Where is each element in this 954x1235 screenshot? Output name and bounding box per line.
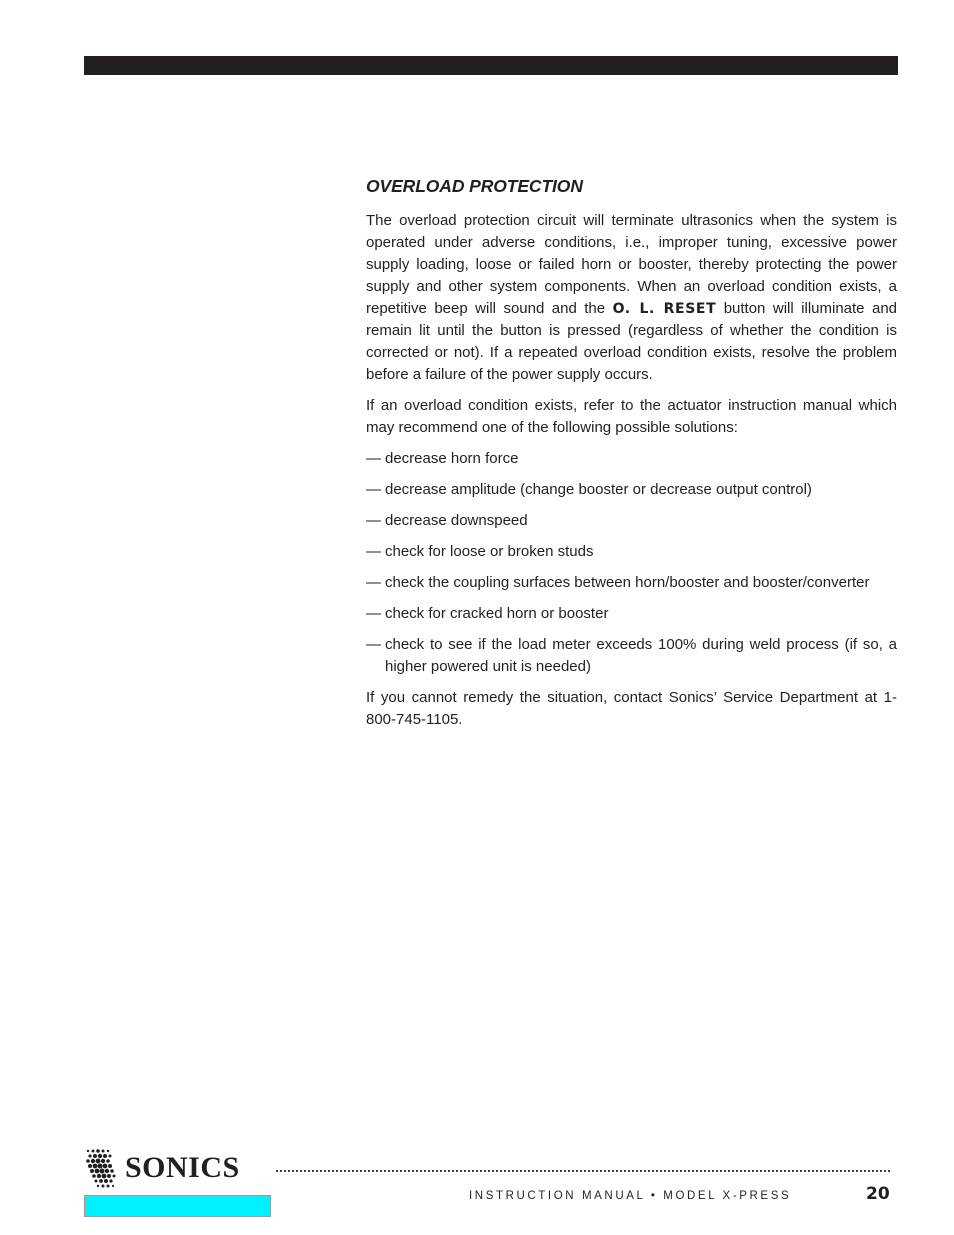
dash-marker: — bbox=[366, 481, 381, 498]
solutions-list bbox=[366, 448, 897, 678]
list-item-text: decrease downspeed bbox=[385, 512, 528, 529]
manual-label: INSTRUCTION MANUAL • MODEL X-PRESS bbox=[469, 1190, 792, 1202]
brand-name: SONICS bbox=[125, 1151, 240, 1184]
dash-marker: — bbox=[366, 450, 381, 467]
list-item-text: decrease amplitude (change booster or decrease output control) bbox=[385, 481, 812, 498]
main-content bbox=[366, 172, 897, 740]
paragraph-contact-service: If you cannot remedy the situation, contact Sonics’ Service Department at 1-800-745-1105. bbox=[366, 689, 897, 728]
list-item-text: check for cracked horn or booster bbox=[385, 605, 609, 622]
list-item bbox=[366, 634, 897, 678]
list-item-text: check for loose or broken studs bbox=[385, 543, 594, 560]
paragraph-text: button will illuminate and remain lit until the button is pressed (regardless of whether the condition is corrected or not). If a repeated overload condition exists, resolve the problem before a failure of the power supply occurs. bbox=[366, 300, 898, 383]
list-item-text: check the coupling surfaces between horn/booster and booster/converter bbox=[385, 574, 870, 591]
dash-marker: — bbox=[366, 574, 381, 591]
dash-marker: — bbox=[366, 636, 381, 653]
list-item bbox=[366, 541, 897, 563]
list-item bbox=[366, 572, 897, 594]
paragraph-text: The overload protection circuit will terminate ultrasonics when the system is operated under adverse conditions, i.e., improper tuning, excessive power supply loading, loose or failed horn or booster, thereby protecting the power supply and other system components. When an overload condition exists, a repetitive beep will sound and the bbox=[366, 212, 897, 317]
paragraph-refer-manual: If an overload condition exists, refer to the actuator instruction manual which may recommend one of the following possible solutions: bbox=[366, 397, 897, 436]
dash-marker: — bbox=[366, 543, 381, 560]
list-item-text: decrease horn force bbox=[385, 450, 519, 467]
list-item bbox=[366, 510, 897, 532]
dot-pattern-icon bbox=[84, 1147, 118, 1189]
list-item bbox=[366, 479, 897, 501]
list-item bbox=[366, 603, 897, 625]
paragraph-overload-description bbox=[366, 210, 897, 386]
sonics-logo bbox=[84, 1147, 274, 1219]
page-number: 20 bbox=[866, 1184, 890, 1204]
accent-bar bbox=[84, 1195, 271, 1217]
header-bar bbox=[84, 56, 898, 75]
list-item bbox=[366, 448, 897, 470]
section-title: OVERLOAD PROTECTION bbox=[366, 176, 583, 196]
dash-marker: — bbox=[366, 605, 381, 622]
list-item-text: check to see if the load meter exceeds 100% during weld process (if so, a higher powered unit is needed) bbox=[385, 636, 897, 675]
dotted-leader bbox=[276, 1170, 890, 1172]
ol-reset-label: O. L. RESET bbox=[612, 301, 717, 317]
dash-marker: — bbox=[366, 512, 381, 529]
